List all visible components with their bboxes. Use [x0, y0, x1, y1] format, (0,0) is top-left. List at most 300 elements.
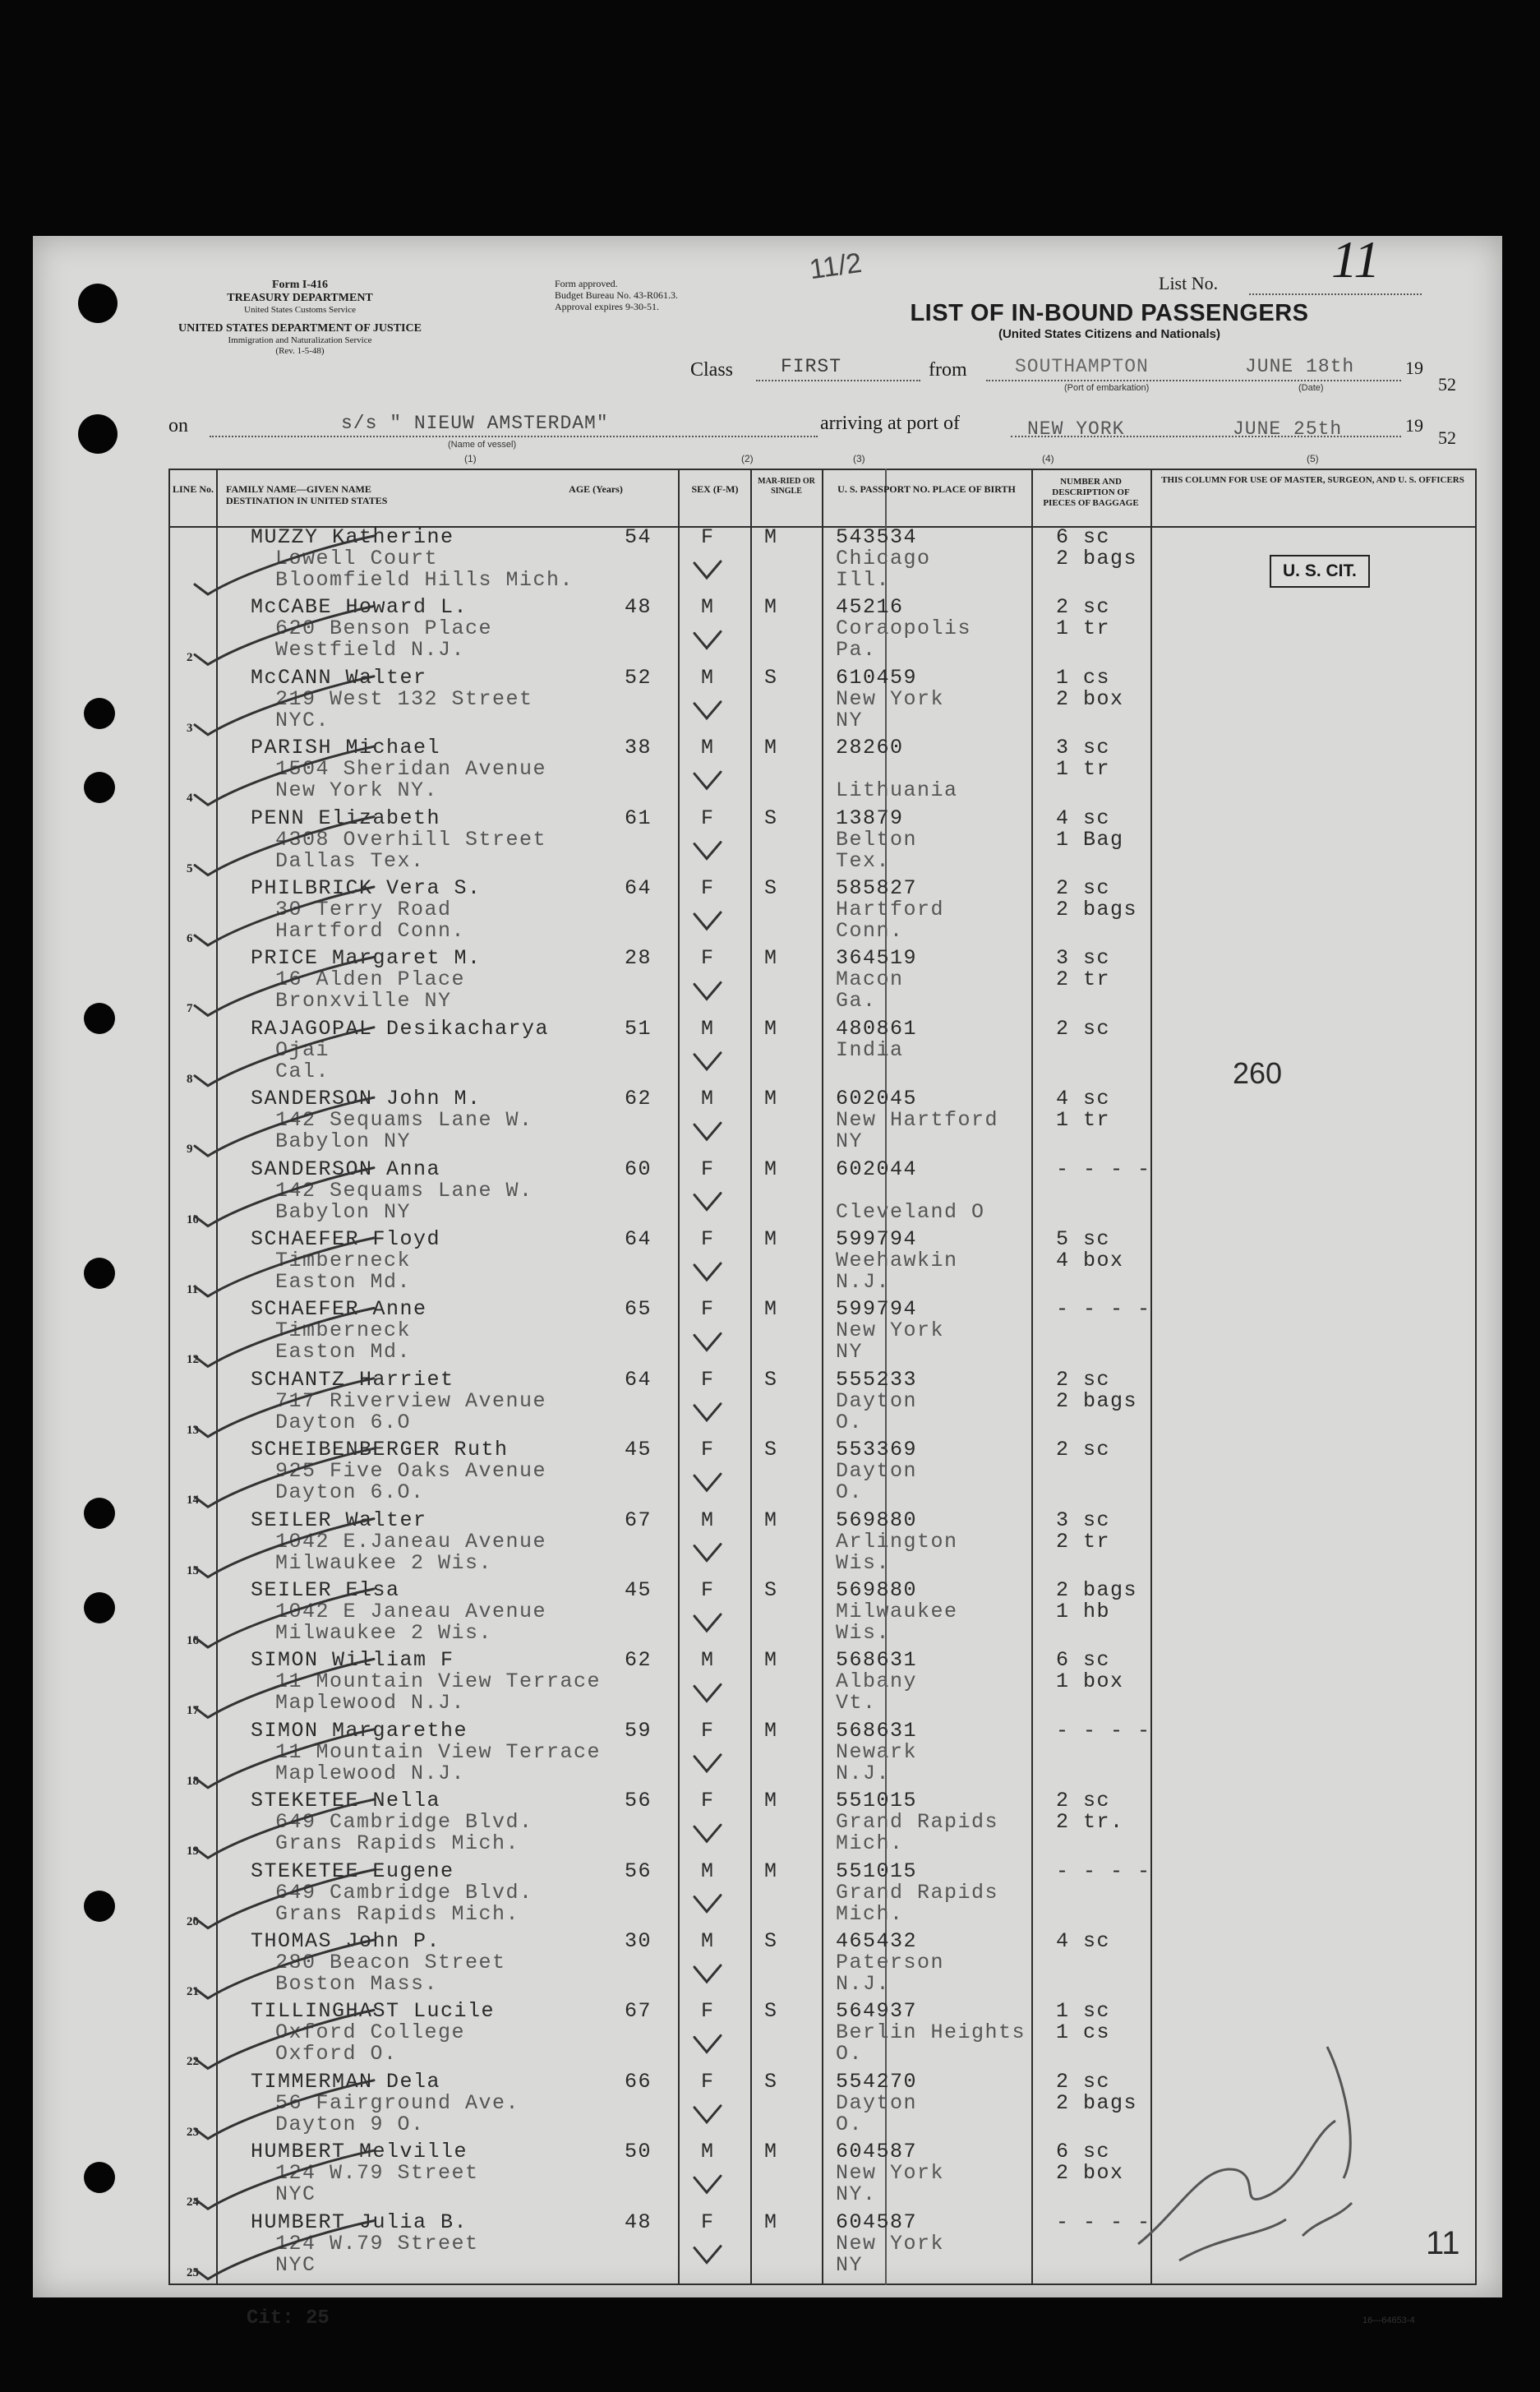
passport-number: 569880 [836, 1508, 918, 1532]
class-label: Class [690, 359, 734, 381]
sex: M [701, 1087, 715, 1111]
check-mark [195, 1097, 374, 1156]
birthplace-line2: Mich. [836, 1901, 904, 1926]
baggage-line2: 2 bags [1056, 898, 1138, 921]
birthplace-line2: Wis. [836, 1550, 891, 1575]
line-number: 2 [187, 651, 193, 665]
birthplace-line1: New York [836, 686, 945, 711]
birthplace-line2: Ill. [836, 568, 891, 592]
destination-line2: Westfield N.J. [275, 638, 466, 663]
passenger-name: HUMBERT Melville [251, 2140, 468, 2164]
baggage-line2: 2 box [1056, 2161, 1124, 2186]
col-number: (2) [741, 453, 754, 464]
destination-line1: 717 Riverview Avenue [275, 1388, 547, 1413]
title-block [879, 300, 1339, 342]
check-mark [195, 1308, 374, 1366]
us-citizen-stamp: U. S. CIT. [1270, 555, 1370, 588]
sex: F [701, 525, 715, 549]
line-number: 17 [187, 1704, 199, 1718]
age: 45 [625, 1438, 652, 1462]
destination-line1: 142 Sequams Lane W. [275, 1108, 533, 1133]
passenger-name: SCHAEFER Floyd [251, 1227, 441, 1251]
passport-number: 610459 [836, 665, 918, 690]
birthplace-line2: O. [836, 1480, 864, 1505]
passport-number: 599794 [836, 1297, 918, 1322]
check-mark [195, 1519, 374, 1577]
destination-line2: Bronxville NY [275, 989, 452, 1014]
check-mark [195, 1448, 374, 1507]
passenger-name: PRICE Margaret M. [251, 946, 482, 971]
baggage-line1: 3 sc [1056, 946, 1111, 971]
birthplace-line2: Pa. [836, 638, 877, 663]
age: 67 [625, 1999, 652, 2024]
check-mark [195, 2150, 374, 2209]
passport-number: 554270 [836, 2069, 918, 2094]
passport-number: 569880 [836, 1578, 918, 1602]
passenger-name: SIMON Margarethe [251, 1718, 468, 1743]
age: 62 [625, 1087, 652, 1111]
line-number: 18 [187, 1774, 199, 1788]
marital-status: S [764, 665, 778, 690]
passport-number: 604587 [836, 2140, 918, 2164]
baggage-line1: 3 sc [1056, 1508, 1111, 1532]
sex: F [701, 1157, 715, 1181]
form-identifier-block [168, 279, 431, 316]
tick-mark [694, 1474, 721, 1490]
tick-mark [694, 2106, 721, 2122]
passport-number: 564937 [836, 1999, 918, 2024]
destination-line2: New York NY. [275, 778, 439, 803]
passport-number: 602044 [836, 1157, 918, 1181]
baggage-line1: 6 sc [1056, 1648, 1111, 1673]
line-number: 25 [187, 2265, 199, 2279]
baggage-line2: 1 tr [1056, 616, 1111, 641]
marital-status: M [764, 595, 778, 620]
tick-mark [694, 1684, 721, 1701]
tick-mark [694, 1755, 721, 1771]
destination-line1: 219 West 132 Street [275, 686, 533, 711]
check-mark [195, 536, 374, 594]
check-mark [195, 1870, 374, 1928]
birthplace-line1: India [836, 1037, 904, 1062]
line-number: 21 [187, 1985, 199, 1998]
from-line [986, 380, 1401, 381]
check-mark [195, 1027, 374, 1086]
age: 48 [625, 595, 652, 620]
sex: M [701, 1929, 715, 1953]
line-number: 16 [187, 1634, 199, 1647]
col-header-line: LINE No. [172, 483, 214, 495]
tick-mark [694, 702, 721, 718]
marital-status: S [764, 1999, 778, 2024]
tick-mark [694, 843, 721, 859]
baggage-line2: 2 box [1056, 686, 1124, 711]
sex: M [701, 595, 715, 620]
passenger-name: SCHEIBENBERGER Ruth [251, 1438, 509, 1462]
manifest-sheet [33, 230, 1502, 2330]
passport-number: 13879 [836, 806, 904, 830]
age: 28 [625, 946, 652, 971]
passport-number: 480861 [836, 1016, 918, 1041]
passport-number: 604587 [836, 2210, 918, 2234]
destination-line2: Milwaukee 2 Wis. [275, 1621, 493, 1645]
destination-line2: Oxford O. [275, 2042, 398, 2066]
destination-line2: Hartford Conn. [275, 919, 466, 943]
check-mark [195, 957, 374, 1015]
approval-line: Budget Bureau No. 43-R061.3. [555, 289, 678, 301]
punch-hole [78, 284, 118, 323]
punch-hole [84, 1003, 115, 1034]
passport-number: 551015 [836, 1789, 918, 1813]
destination-line1: 1042 E Janeau Avenue [275, 1600, 547, 1623]
passenger-name: SANDERSON Anna [251, 1157, 441, 1181]
passenger-name: STEKETEE Nella [251, 1789, 441, 1813]
birthplace-line1: Belton [836, 827, 918, 852]
punch-hole [84, 2162, 115, 2193]
sex: F [701, 2210, 715, 2234]
age: 30 [625, 1929, 652, 1953]
baggage-line1: 4 sc [1056, 1929, 1111, 1953]
baggage-line2: 2 bags [1056, 1388, 1138, 1413]
baggage-line1: 1 cs [1056, 665, 1111, 690]
line-number: 8 [187, 1072, 193, 1086]
punch-hole [84, 1258, 115, 1289]
sex: F [701, 1578, 715, 1602]
baggage-line1: 2 sc [1056, 876, 1111, 900]
passenger-name: PENN Elizabeth [251, 806, 441, 830]
sex: F [701, 1297, 715, 1322]
col-number: (1) [464, 453, 477, 464]
sex: F [701, 806, 715, 830]
customs-service: United States Customs Service [244, 305, 356, 316]
line-number: 6 [187, 932, 193, 945]
destination-line2: Dayton 6.O [275, 1410, 412, 1434]
marital-status: M [764, 1087, 778, 1111]
destination-line1: 1042 E.Janeau Avenue [275, 1529, 547, 1554]
treasury-dept: TREASURY DEPARTMENT [227, 292, 373, 305]
baggage-line1: 2 sc [1056, 2069, 1111, 2094]
age: 59 [625, 1718, 652, 1743]
marital-status: M [764, 946, 778, 971]
destination-line1: 124 W.79 Street [275, 2231, 479, 2256]
col-number: (3) [853, 453, 865, 464]
punch-hole [84, 698, 115, 729]
age: 61 [625, 806, 652, 830]
col-header-officers: THIS COLUMN FOR USE OF MASTER, SURGEON, AND U. S. OFFICERS [1161, 475, 1464, 485]
baggage-line1: 3 sc [1056, 736, 1111, 760]
justice-block [164, 322, 436, 356]
line-number: 7 [187, 1002, 193, 1016]
approval-block [555, 279, 744, 312]
destination-line2: NYC [275, 2252, 316, 2277]
birthplace-line1: New York [836, 2161, 945, 2186]
marital-status: M [764, 1157, 778, 1181]
marital-status: M [764, 1508, 778, 1532]
citizen-total: Cit: 25 [247, 2307, 330, 2330]
sex: F [701, 1227, 715, 1251]
line-number: 24 [187, 2196, 199, 2210]
sex: F [701, 876, 715, 900]
tick-mark [694, 2035, 721, 2052]
birthplace-line2: O. [836, 1410, 864, 1434]
baggage-line1: - - - - [1056, 1297, 1151, 1322]
destination-line1: 4308 Overhill Street [275, 827, 547, 852]
birthplace-line1: Albany [836, 1669, 918, 1694]
col-border [1475, 469, 1477, 2285]
sex: F [701, 1438, 715, 1462]
destination-line1: 11 Mountain View Terrace [275, 1739, 602, 1764]
age: 52 [625, 665, 652, 690]
age: 64 [625, 1367, 652, 1392]
passport-number: 364519 [836, 946, 918, 971]
destination-line1: 620 Benson Place [275, 616, 493, 641]
check-mark [195, 746, 374, 805]
age: 54 [625, 525, 652, 549]
tick-mark [694, 1965, 721, 1982]
destination-line1: Timberneck [275, 1249, 412, 1272]
tick-mark [694, 631, 721, 648]
passport-number: 602045 [836, 1087, 918, 1111]
check-mark [195, 1729, 374, 1788]
col-header-name: FAMILY NAME—GIVEN NAME DESTINATION IN UNITED STATES [226, 483, 388, 507]
passport-number: 555233 [836, 1367, 918, 1392]
birthplace-line1: Newark [836, 1739, 918, 1764]
line-number: 15 [187, 1563, 199, 1577]
passenger-name: PARISH Michael [251, 736, 441, 760]
tick-mark [694, 1123, 721, 1139]
passport-number: 28260 [836, 736, 904, 760]
justice-dept: UNITED STATES DEPARTMENT OF JUSTICE [178, 322, 422, 335]
passenger-table [168, 469, 1475, 2285]
baggage-line2: 1 box [1056, 1669, 1124, 1694]
destination-line1: 1504 Sheridan Avenue [275, 757, 547, 782]
sex: M [701, 1016, 715, 1041]
line-number: 11 [187, 1283, 199, 1296]
passenger-name: McCABE Howard L. [251, 595, 468, 620]
destination-line2: Grans Rapids Mich. [275, 1901, 520, 1926]
baggage-line2: 1 cs [1056, 2020, 1111, 2045]
baggage-line2: 2 tr. [1056, 1810, 1124, 1835]
destination-line1: 142 Sequams Lane W. [275, 1178, 533, 1203]
tick-mark [694, 1614, 721, 1631]
punch-hole [84, 1592, 115, 1623]
destination-line2: Bloomfield Hills Mich. [275, 568, 574, 592]
line-number: 22 [187, 2055, 199, 2069]
revision: (Rev. 1-5-48) [275, 345, 325, 356]
baggage-line2: 2 bags [1056, 547, 1138, 570]
destination-line2: Dayton 9 O. [275, 2112, 425, 2136]
embark-caption: (Port of embarkation) [1064, 383, 1150, 393]
sex: M [701, 1648, 715, 1673]
age: 56 [625, 1789, 652, 1813]
destination-line2: Dallas Tex. [275, 848, 425, 873]
marital-status: M [764, 1297, 778, 1322]
tick-mark [694, 1404, 721, 1420]
tick-mark [694, 1333, 721, 1350]
birthplace-line2: Mich. [836, 1831, 904, 1856]
passenger-name: SCHANTZ Harriet [251, 1367, 454, 1392]
destination-line1: 124 W.79 Street [275, 2161, 479, 2186]
tick-mark [694, 1053, 721, 1069]
birthplace-line1: Coraopolis [836, 616, 972, 641]
sex: F [701, 1367, 715, 1392]
age: 67 [625, 1508, 652, 1532]
tick-mark [694, 1825, 721, 1841]
passenger-name: SANDERSON John M. [251, 1087, 482, 1111]
col-number: (5) [1307, 453, 1319, 464]
line-number: 12 [187, 1353, 199, 1367]
baggage-line1: - - - - [1056, 2210, 1151, 2234]
destination-line1: 30 Terry Road [275, 898, 452, 921]
vessel-name: s/s " NIEUW AMSTERDAM" [341, 413, 609, 434]
approval-line: Approval expires 9-30-51. [555, 300, 659, 312]
passport-number: 551015 [836, 1859, 918, 1883]
passenger-name: SIMON William F [251, 1648, 454, 1673]
line-number: 19 [187, 1845, 199, 1859]
line-number: 10 [187, 1212, 199, 1226]
baggage-line1: 2 sc [1056, 1367, 1111, 1392]
tick-mark [694, 982, 721, 999]
destination-line2: NYC [275, 2182, 316, 2207]
line-number: 9 [187, 1143, 193, 1157]
list-no-label: List No. [1159, 273, 1219, 293]
marital-status: M [764, 2210, 778, 2234]
birthplace-line2: O. [836, 2112, 864, 2136]
col-header-passport: U. S. PASSPORT NO. PLACE OF BIRTH [837, 483, 1016, 495]
birthplace-line2: Lithuania [836, 778, 958, 803]
birthplace-line1: New York [836, 2231, 945, 2256]
baggage-line1: 2 sc [1056, 1016, 1111, 1041]
age: 65 [625, 1297, 652, 1322]
check-mark [195, 677, 374, 735]
birthplace-line2: Vt. [836, 1691, 877, 1715]
baggage-line1: - - - - [1056, 1157, 1151, 1181]
check-mark [195, 1589, 374, 1647]
passenger-name: McCANN Walter [251, 665, 427, 690]
sex: M [701, 2140, 715, 2164]
birthplace-line1: Macon [836, 967, 904, 992]
list-no-line [1249, 293, 1422, 295]
birthplace-line1: Dayton [836, 1388, 918, 1413]
passenger-name: RAJAGOPAL Desikacharya [251, 1016, 550, 1041]
baggage-line1: 1 sc [1056, 1999, 1111, 2024]
check-mark [195, 2010, 374, 2068]
line-number: 23 [187, 2125, 199, 2139]
from-label: from [929, 359, 967, 381]
marital-status: S [764, 2069, 778, 2094]
passenger-name: HUMBERT Julia B. [251, 2210, 468, 2234]
birthplace-line2: NY [836, 708, 864, 732]
destination-line1: 280 Beacon Street [275, 1951, 506, 1974]
passenger-name: PHILBRICK Vera S. [251, 876, 482, 900]
passport-number: 599794 [836, 1227, 918, 1251]
baggage-line1: 5 sc [1056, 1227, 1111, 1251]
marital-status: S [764, 1929, 778, 1953]
vessel-line [210, 436, 818, 437]
check-mark [195, 2221, 374, 2279]
punch-hole [84, 1891, 115, 1922]
birthplace-line1: Grand Rapids [836, 1880, 999, 1905]
destination-line1: 925 Five Oaks Avenue [275, 1459, 547, 1484]
birthplace-line1: Milwaukee [836, 1600, 958, 1623]
marital-status: M [764, 2140, 778, 2164]
birthplace-line2: N.J. [836, 1761, 891, 1785]
birthplace-line1: Dayton [836, 2090, 918, 2115]
birthplace-line2: N.J. [836, 1270, 891, 1294]
marital-status: M [764, 525, 778, 549]
destination-line2: Boston Mass. [275, 1972, 439, 1996]
destination-line2: Easton Md. [275, 1340, 412, 1365]
check-mark [195, 2080, 374, 2139]
age: 51 [625, 1016, 652, 1041]
page-title: LIST OF IN-BOUND PASSENGERS [910, 300, 1309, 326]
baggage-line2: 2 tr [1056, 967, 1111, 992]
age: 64 [625, 1227, 652, 1251]
destination-line2: Cal. [275, 1059, 330, 1083]
arrival-date: JUNE 25th [1233, 418, 1343, 440]
punch-hole [84, 1498, 115, 1529]
baggage-line1: 2 bags [1056, 1578, 1138, 1602]
marital-status: S [764, 806, 778, 830]
passenger-name: MUZZY Katherine [251, 525, 454, 549]
destination-line2: Babylon NY [275, 1199, 412, 1224]
line-number: 13 [187, 1423, 199, 1437]
destination-line1: Ojai [275, 1037, 330, 1062]
check-mark [195, 606, 374, 664]
vessel-caption: (Name of vessel) [448, 440, 517, 450]
year-prefix: 19 [1405, 358, 1423, 378]
arrival-port: NEW YORK [1027, 418, 1125, 440]
passport-number: 465432 [836, 1929, 918, 1953]
ins-service: Immigration and Naturalization Service [228, 335, 372, 346]
passport-number: 585827 [836, 876, 918, 900]
age: 45 [625, 1578, 652, 1602]
passenger-name: SEILER Walter [251, 1508, 427, 1532]
line-number: 14 [187, 1494, 199, 1508]
year-suffix: 52 [1438, 374, 1456, 395]
col-header-baggage: NUMBER AND DESCRIPTION OF PIECES OF BAGGAGE [1043, 477, 1139, 509]
destination-line1: 56 Fairground Ave. [275, 2090, 520, 2115]
destination-line2: Babylon NY [275, 1129, 412, 1154]
check-mark [195, 1168, 374, 1226]
baggage-line2: 1 tr [1056, 757, 1111, 782]
age: 48 [625, 2210, 652, 2234]
baggage-line1: 4 sc [1056, 1087, 1111, 1111]
col-number: (4) [1042, 453, 1054, 464]
sex: M [701, 1508, 715, 1532]
birthplace-line1: Chicago [836, 547, 931, 570]
birthplace-line1: Dayton [836, 1459, 918, 1484]
signature-scribble [1138, 2047, 1352, 2260]
destination-line1: Oxford College [275, 2020, 466, 2045]
marital-status: S [764, 1438, 778, 1462]
birthplace-line1: Berlin Heights [836, 2020, 1026, 2045]
age: 38 [625, 736, 652, 760]
birthplace-line2: NY [836, 1340, 864, 1365]
destination-line2: Easton Md. [275, 1270, 412, 1294]
punch-hole [84, 772, 115, 803]
birthplace-line2: NY [836, 1129, 864, 1154]
birthplace-line1: Hartford [836, 898, 945, 921]
marital-status: M [764, 1227, 778, 1251]
form-number: Form I-416 [271, 279, 329, 291]
col-header-age: AGE (Years) [569, 483, 623, 495]
check-mark [195, 1659, 374, 1717]
marital-status: M [764, 736, 778, 760]
birthplace-line1: Weehawkin [836, 1249, 958, 1272]
age: 64 [625, 876, 652, 900]
passport-number: 45216 [836, 595, 904, 620]
